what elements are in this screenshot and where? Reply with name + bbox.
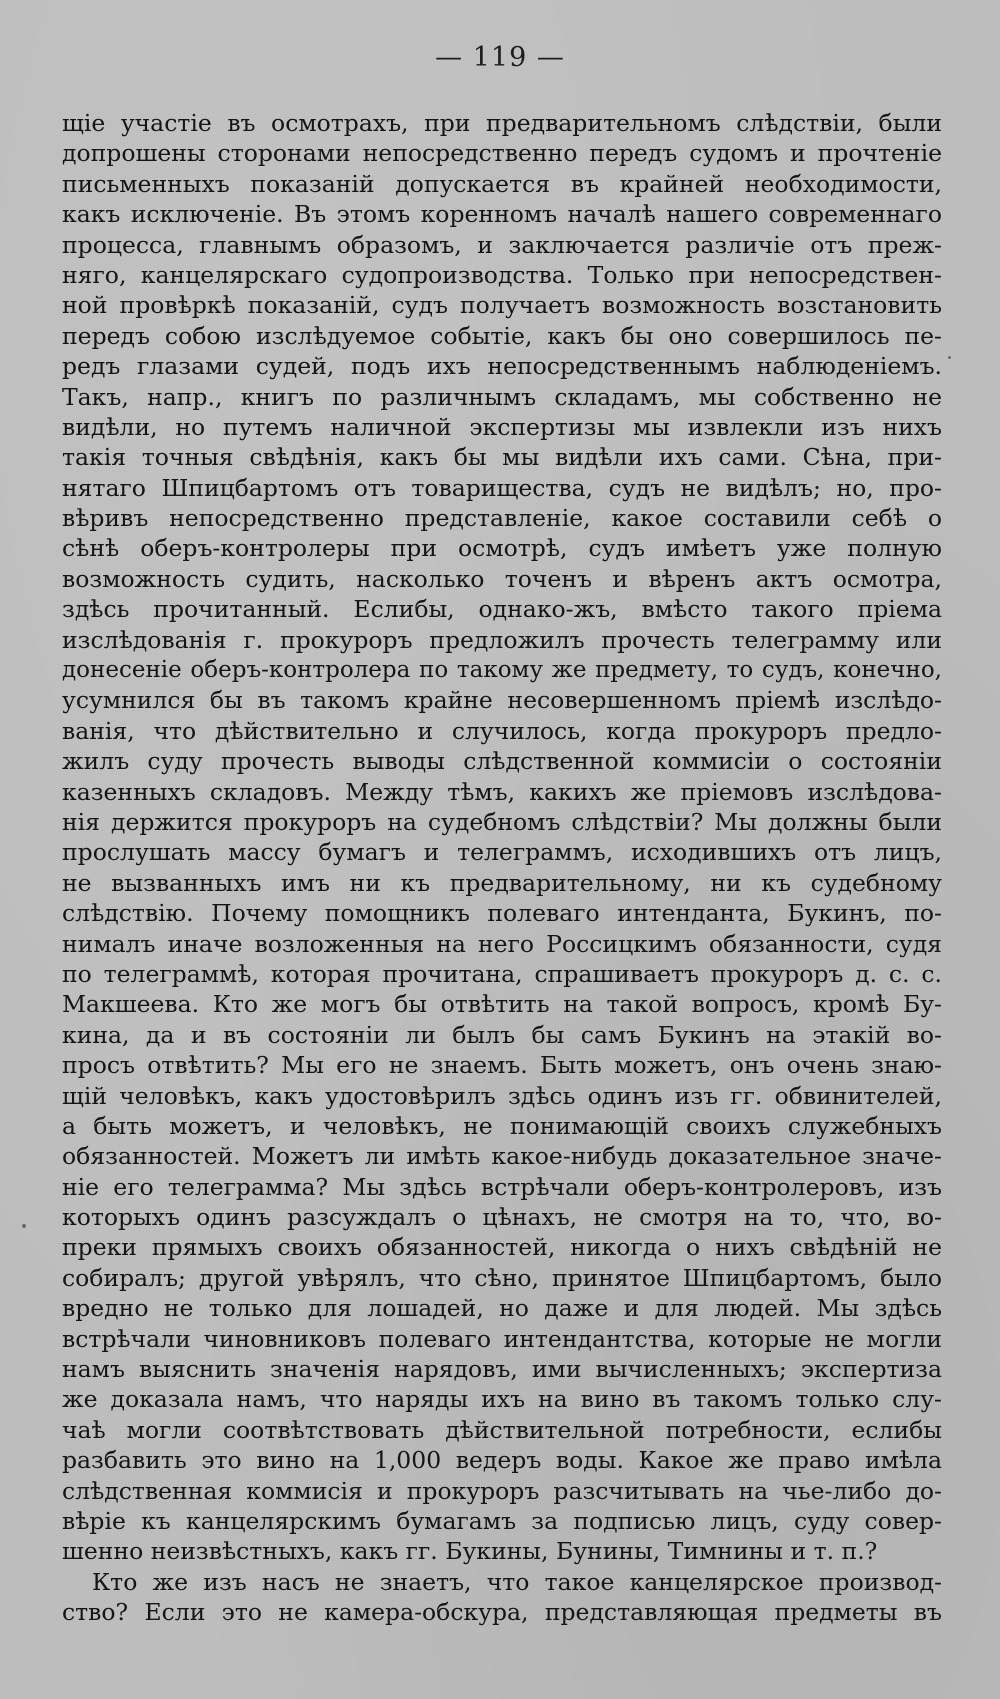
text-line: казенныхъ складовъ. Между тѣмъ, какихъ же пріемовъ изслѣдова- (62, 777, 942, 806)
text-line: слѣдствію. Почему помощникъ полеваго интенданта, Букинъ, по- (62, 899, 942, 928)
text-line: ной провѣркѣ показаній, судъ получаетъ возможность возстановить (62, 291, 942, 320)
text-line: Такъ, напр., книгъ по различнымъ складамъ, мы собственно не (62, 382, 942, 411)
text-line: чаѣ могли соотвѣтствовать дѣйствительной потребности, еслибы (62, 1415, 942, 1444)
text-line: просъ отвѣтить? Мы его не знаемъ. Быть можетъ, онъ очень знаю- (62, 1051, 942, 1080)
text-line: письменныхъ показаній допускается въ крайней необходимости, (62, 169, 942, 198)
text-line: же доказала намъ, что наряды ихъ на вино въ такомъ только слу- (62, 1385, 942, 1414)
text-line: усумнился бы въ такомъ крайне несовершенномъ пріемѣ изслѣдо- (62, 686, 942, 715)
text-line: видѣли, но путемъ наличной экспертизы мы извлекли изъ нихъ (62, 412, 942, 441)
text-line: а быть можетъ, и человѣкъ, не понимающій своихъ служебныхъ (62, 1111, 942, 1140)
text-line: ванія, что дѣйствительно и случилось, когда прокуроръ предло- (62, 716, 942, 745)
paper-speck (22, 1224, 26, 1228)
text-line: изслѣдованія г. прокуроръ предложилъ прочесть телеграмму или (62, 625, 942, 654)
text-line: нія держится прокуроръ на судебномъ слѣдствіи? Мы должны были (62, 807, 942, 836)
text-line: вѣріе къ канцелярскимъ бумагамъ за подписью лицъ, суду совер- (62, 1506, 942, 1535)
text-line: щій человѣкъ, какъ удостовѣрилъ здѣсь одинъ изъ гг. обвинителей, (62, 1081, 942, 1110)
text-line: какъ исключеніе. Въ этомъ коренномъ началѣ нашего современнаго (62, 200, 942, 229)
text-line: которыхъ одинъ разсуждалъ о цѣнахъ, не смотря на то, что, во- (62, 1203, 942, 1232)
text-line: шенно неизвѣстныхъ, какъ гг. Букины, Бунины, Тимнины и т. п.? (62, 1537, 878, 1566)
text-line: не вызванныхъ имъ ни къ предварительному, ни къ судебному (62, 868, 942, 897)
text-line: собиралъ; другой увѣрялъ, что сѣно, принятое Шпицбартомъ, было (62, 1263, 942, 1292)
text-line: Кто же изъ насъ не знаетъ, что такое канцелярское производ- (92, 1567, 942, 1596)
text-line: няго, канцелярскаго судопроизводства. Только при непосредствен- (62, 260, 942, 289)
text-line: нятаго Шпицбартомъ отъ товарищества, судъ не видѣлъ; но, про- (62, 473, 942, 502)
text-line: намъ выяснить значенія нарядовъ, ими вычисленныхъ; экспертиза (62, 1355, 942, 1384)
paper-speck (948, 356, 951, 359)
body-text (62, 108, 942, 1628)
text-line: встрѣчали чиновниковъ полеваго интендантства, которые не могли (62, 1324, 942, 1353)
text-line: слѣдственная коммисія и прокуроръ разсчитывать на чье-либо до- (62, 1476, 942, 1505)
text-line: по телеграммѣ, которая прочитана, спрашиваетъ прокуроръ д. с. с. (62, 959, 942, 988)
text-line: прослушать массу бумагъ и телеграммъ, исходившихъ отъ лицъ, (62, 838, 942, 867)
text-line: допрошены сторонами непосредственно передъ судомъ и прочтеніе (62, 139, 942, 168)
text-line: ство? Если это не камера-обскура, представляющая предметы въ (62, 1598, 942, 1627)
text-line: Макшеева. Кто же могъ бы отвѣтить на такой вопросъ, кромѣ Бу- (62, 990, 942, 1019)
text-line: преки прямыхъ своихъ обязанностей, никогда о нихъ свѣдѣній не (62, 1233, 942, 1262)
text-line: кина, да и въ состояніи ли былъ бы самъ Букинъ на этакій во- (62, 1020, 942, 1049)
text-line: процесса, главнымъ образомъ, и заключается различіе отъ преж- (62, 230, 942, 259)
text-line: обязанностей. Можетъ ли имѣть какое-нибудь доказательное значе- (62, 1142, 942, 1171)
text-line: редъ глазами судей, подъ ихъ непосредственнымъ наблюденіемъ. (62, 352, 942, 381)
text-line: сѣнѣ оберъ-контролеры при осмотрѣ, судъ имѣетъ уже полную (62, 534, 942, 563)
text-line: щіе участіе въ осмотрахъ, при предварительномъ слѣдствіи, были (62, 109, 942, 137)
text-line: такія точныя свѣдѣнія, какъ бы мы видѣли ихъ сами. Сѣна, при- (62, 443, 942, 472)
text-line: жилъ суду прочесть выводы слѣдственной коммисіи о состояніи (62, 747, 942, 776)
page-number: — 119 — (435, 42, 565, 73)
text-line: донесеніе оберъ-контролера по такому же предмету, то судъ, конечно, (62, 657, 942, 684)
text-line: возможность судить, насколько точенъ и вѣренъ актъ осмотра, (62, 564, 942, 593)
text-line: вѣривъ непосредственно представленіе, какое составили себѣ о (62, 504, 942, 533)
text-line: разбавить это вино на 1,000 ведеръ воды. Какое же право имѣла (62, 1446, 942, 1475)
text-line: нималъ иначе возложенныя на него Россицкимъ обязанности, судя (62, 929, 942, 958)
text-line: ніе его телеграмма? Мы здѣсь встрѣчали оберъ-контролеровъ, изъ (62, 1172, 942, 1201)
text-line: здѣсь прочитанный. Еслибы, однако-жъ, вмѣсто такого пріема (62, 595, 942, 624)
text-line: передъ собою изслѣдуемое событіе, какъ бы оно совершилось пе- (62, 321, 942, 350)
text-line: вредно не только для лошадей, но даже и для людей. Мы здѣсь (62, 1294, 942, 1323)
